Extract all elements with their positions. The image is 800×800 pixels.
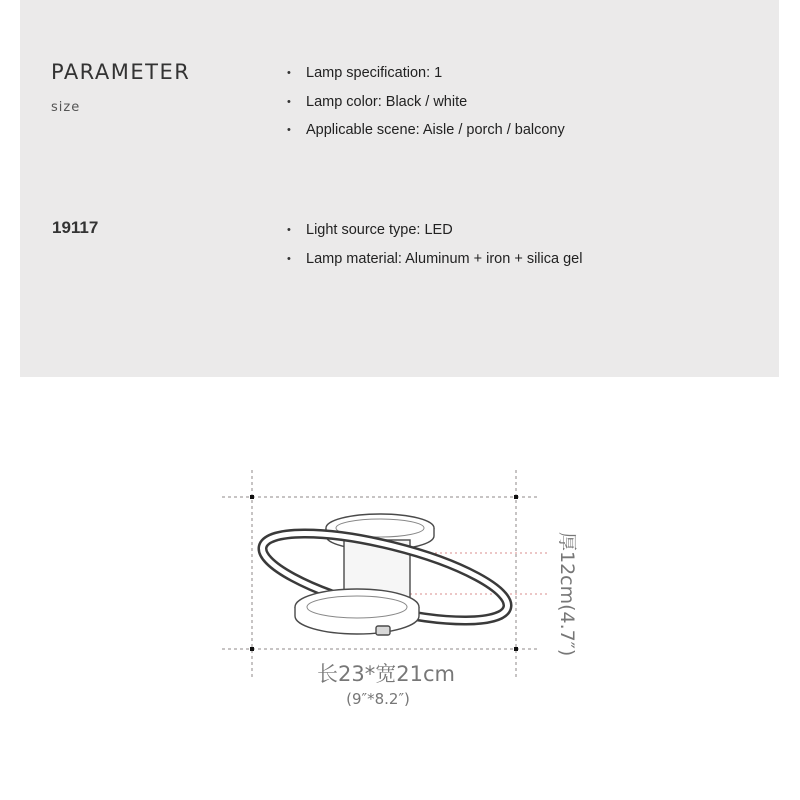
corner-marker xyxy=(514,647,518,651)
bullet-icon: • xyxy=(287,124,291,136)
parameter-heading: PARAMETER xyxy=(51,60,191,84)
spec-text: Lamp color: Black / white xyxy=(306,93,468,110)
mounting-knob xyxy=(376,626,390,635)
spec-text: Lamp material: Aluminum + iron + silica gel xyxy=(306,250,583,267)
spec-text: Applicable scene: Aisle / porch / balcony xyxy=(306,122,565,138)
width-imperial-label: (9″*8.2″) xyxy=(346,690,410,708)
base-ring-side xyxy=(295,607,419,634)
size-subheading: size xyxy=(51,100,81,115)
height-dimension-label: 厚12cm(4.7″) xyxy=(556,532,578,657)
width-dimension-label: 长23*宽21cm xyxy=(317,662,455,686)
bullet-icon: • xyxy=(287,95,291,108)
spec-text: Lamp specification: 1 xyxy=(306,65,443,81)
bullet-icon: • xyxy=(287,67,291,79)
model-number: 19117 xyxy=(52,218,99,237)
bullet-icon: • xyxy=(287,224,291,236)
corner-marker xyxy=(250,647,254,651)
bullet-icon: • xyxy=(287,252,291,265)
corner-marker xyxy=(514,495,518,499)
corner-marker xyxy=(250,495,254,499)
spec-text: Light source type: LED xyxy=(306,222,453,238)
lamp-illustration xyxy=(255,514,515,639)
